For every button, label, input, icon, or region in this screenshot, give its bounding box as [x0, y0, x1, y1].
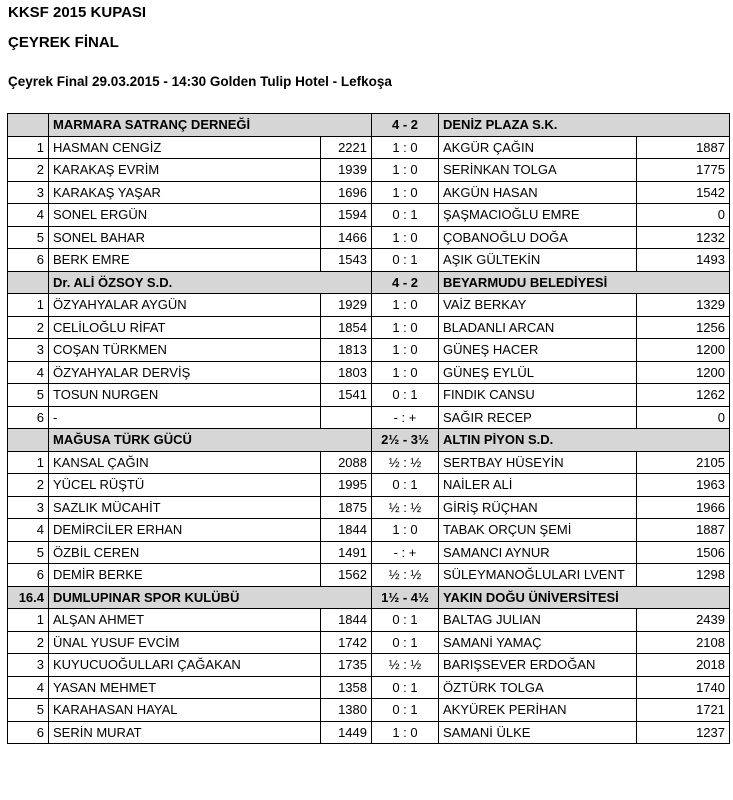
game-result: 1 : 0: [372, 316, 439, 339]
away-rating: 1887: [637, 136, 730, 159]
match-label: [8, 429, 49, 452]
home-player: BERK EMRE: [49, 249, 321, 272]
away-rating: 2105: [637, 451, 730, 474]
board-number: 6: [8, 721, 49, 744]
home-player: HASMAN CENGİZ: [49, 136, 321, 159]
board-number: 3: [8, 339, 49, 362]
game-result: 0 : 1: [372, 676, 439, 699]
board-row: [8, 361, 730, 384]
game-result: 0 : 1: [372, 204, 439, 227]
board-number: 2: [8, 159, 49, 182]
board-row: [8, 384, 730, 407]
board-number: 3: [8, 654, 49, 677]
home-rating: 1995: [321, 474, 372, 497]
home-rating: 1742: [321, 631, 372, 654]
home-team-name: MARMARA SATRANÇ DERNEĞİ: [49, 114, 321, 137]
home-player: CELİLOĞLU RİFAT: [49, 316, 321, 339]
results-table: [7, 113, 730, 744]
board-row: [8, 474, 730, 497]
home-player: ÖZBİL CEREN: [49, 541, 321, 564]
game-result: 1 : 0: [372, 159, 439, 182]
home-rating: 1696: [321, 181, 372, 204]
away-team-name: BEYARMUDU BELEDİYESİ: [439, 271, 637, 294]
away-player: ÇOBANOĞLU DOĞA: [439, 226, 637, 249]
team-spacer: [321, 429, 372, 452]
away-rating: 1493: [637, 249, 730, 272]
home-player: DEMİRCİLER ERHAN: [49, 519, 321, 542]
away-team-name: YAKIN DOĞU ÜNİVERSİTESİ: [439, 586, 637, 609]
event-info: Çeyrek Final 29.03.2015 - 14:30 Golden Tulip Hotel - Lefkoşa: [8, 74, 392, 89]
home-player: SAZLIK MÜCAHİT: [49, 496, 321, 519]
home-rating: 1541: [321, 384, 372, 407]
board-number: 4: [8, 204, 49, 227]
home-rating: 2221: [321, 136, 372, 159]
board-row: [8, 676, 730, 699]
board-number: 1: [8, 451, 49, 474]
match-score: 1½ - 4½: [372, 586, 439, 609]
team-spacer: [637, 429, 730, 452]
away-rating: 1256: [637, 316, 730, 339]
away-player: AKYÜREK PERİHAN: [439, 699, 637, 722]
away-player: SÜLEYMANOĞLULARI LVENT: [439, 564, 637, 587]
board-number: 6: [8, 249, 49, 272]
away-rating: 1506: [637, 541, 730, 564]
game-result: 1 : 0: [372, 226, 439, 249]
home-player: YÜCEL RÜŞTÜ: [49, 474, 321, 497]
game-result: ½ : ½: [372, 496, 439, 519]
away-player: BALTAG JULIAN: [439, 609, 637, 632]
game-result: 0 : 1: [372, 699, 439, 722]
game-result: 0 : 1: [372, 631, 439, 654]
match-header-row: [8, 271, 730, 294]
home-rating: 1844: [321, 519, 372, 542]
away-rating: 1966: [637, 496, 730, 519]
match-label: 16.4: [8, 586, 49, 609]
home-rating: 1929: [321, 294, 372, 317]
home-rating: 2088: [321, 451, 372, 474]
game-result: 1 : 0: [372, 339, 439, 362]
away-rating: 1200: [637, 361, 730, 384]
home-rating: 1491: [321, 541, 372, 564]
home-player: ÖZYAHYALAR DERVİŞ: [49, 361, 321, 384]
game-result: 0 : 1: [372, 249, 439, 272]
board-number: 5: [8, 226, 49, 249]
away-rating: 1298: [637, 564, 730, 587]
home-rating: 1449: [321, 721, 372, 744]
away-rating: 0: [637, 406, 730, 429]
game-result: ½ : ½: [372, 654, 439, 677]
board-number: 3: [8, 496, 49, 519]
board-number: 2: [8, 316, 49, 339]
home-player: -: [49, 406, 321, 429]
game-result: 1 : 0: [372, 294, 439, 317]
board-row: [8, 249, 730, 272]
game-result: 1 : 0: [372, 721, 439, 744]
board-row: [8, 496, 730, 519]
home-player: ALŞAN AHMET: [49, 609, 321, 632]
home-player: COŞAN TÜRKMEN: [49, 339, 321, 362]
home-player: ÜNAL YUSUF EVCİM: [49, 631, 321, 654]
match-label: [8, 114, 49, 137]
team-spacer: [321, 586, 372, 609]
home-team-name: Dr. ALİ ÖZSOY S.D.: [49, 271, 321, 294]
away-rating: 1775: [637, 159, 730, 182]
away-player: SAMANCI AYNUR: [439, 541, 637, 564]
home-player: SONEL ERGÜN: [49, 204, 321, 227]
home-rating: [321, 406, 372, 429]
team-spacer: [321, 271, 372, 294]
home-rating: 1358: [321, 676, 372, 699]
home-player: TOSUN NURGEN: [49, 384, 321, 407]
board-number: 6: [8, 564, 49, 587]
home-rating: 1735: [321, 654, 372, 677]
game-result: 1 : 0: [372, 181, 439, 204]
away-rating: 1232: [637, 226, 730, 249]
board-row: [8, 316, 730, 339]
game-result: 1 : 0: [372, 361, 439, 384]
away-team-name: ALTIN PİYON S.D.: [439, 429, 637, 452]
match-header-row: [8, 429, 730, 452]
home-player: DEMİR BERKE: [49, 564, 321, 587]
team-spacer: [321, 114, 372, 137]
away-rating: 1542: [637, 181, 730, 204]
away-rating: 1262: [637, 384, 730, 407]
home-player: KANSAL ÇAĞIN: [49, 451, 321, 474]
team-spacer: [637, 114, 730, 137]
team-spacer: [637, 271, 730, 294]
game-result: - : +: [372, 406, 439, 429]
away-player: TABAK ORÇUN ŞEMİ: [439, 519, 637, 542]
team-spacer: [637, 586, 730, 609]
away-player: SERİNKAN TOLGA: [439, 159, 637, 182]
home-player: YASAN MEHMET: [49, 676, 321, 699]
board-number: 2: [8, 474, 49, 497]
away-player: ÖZTÜRK TOLGA: [439, 676, 637, 699]
home-rating: 1594: [321, 204, 372, 227]
home-player: KUYUCUOĞULLARI ÇAĞAKAN: [49, 654, 321, 677]
away-player: SAMANİ YAMAÇ: [439, 631, 637, 654]
away-player: AŞIK GÜLTEKİN: [439, 249, 637, 272]
game-result: - : +: [372, 541, 439, 564]
board-row: [8, 136, 730, 159]
board-number: 1: [8, 294, 49, 317]
board-number: 2: [8, 631, 49, 654]
home-player: KARAKAŞ YAŞAR: [49, 181, 321, 204]
game-result: 1 : 0: [372, 136, 439, 159]
away-rating: 1237: [637, 721, 730, 744]
board-number: 4: [8, 676, 49, 699]
match-header-row: [8, 114, 730, 137]
home-player: SERİN MURAT: [49, 721, 321, 744]
home-player: KARAKAŞ EVRİM: [49, 159, 321, 182]
board-row: [8, 519, 730, 542]
home-rating: 1380: [321, 699, 372, 722]
away-rating: 0: [637, 204, 730, 227]
match-score: 2½ - 3½: [372, 429, 439, 452]
board-row: [8, 181, 730, 204]
board-number: 5: [8, 541, 49, 564]
away-rating: 2439: [637, 609, 730, 632]
board-row: [8, 609, 730, 632]
board-row: [8, 226, 730, 249]
home-rating: 1803: [321, 361, 372, 384]
away-player: AKGÜN HASAN: [439, 181, 637, 204]
board-row: [8, 721, 730, 744]
away-rating: 1200: [637, 339, 730, 362]
home-rating: 1543: [321, 249, 372, 272]
home-player: ÖZYAHYALAR AYGÜN: [49, 294, 321, 317]
home-rating: 1854: [321, 316, 372, 339]
board-number: 3: [8, 181, 49, 204]
home-rating: 1939: [321, 159, 372, 182]
board-number: 5: [8, 699, 49, 722]
board-number: 4: [8, 519, 49, 542]
board-row: [8, 339, 730, 362]
board-row: [8, 654, 730, 677]
game-result: ½ : ½: [372, 451, 439, 474]
board-row: [8, 159, 730, 182]
away-player: AKGÜR ÇAĞIN: [439, 136, 637, 159]
board-row: [8, 451, 730, 474]
board-row: [8, 631, 730, 654]
home-rating: 1466: [321, 226, 372, 249]
home-player: SONEL BAHAR: [49, 226, 321, 249]
home-team-name: MAĞUSA TÜRK GÜCÜ: [49, 429, 321, 452]
away-player: SERTBAY HÜSEYİN: [439, 451, 637, 474]
results-body: [8, 114, 730, 744]
away-player: SAĞIR RECEP: [439, 406, 637, 429]
home-rating: 1875: [321, 496, 372, 519]
board-number: 1: [8, 609, 49, 632]
board-row: [8, 541, 730, 564]
match-score: 4 - 2: [372, 114, 439, 137]
away-player: BLADANLI ARCAN: [439, 316, 637, 339]
page-title: KKSF 2015 KUPASI: [8, 4, 147, 21]
away-player: GÜNEŞ HACER: [439, 339, 637, 362]
away-rating: 1963: [637, 474, 730, 497]
game-result: 1 : 0: [372, 519, 439, 542]
away-player: GÜNEŞ EYLÜL: [439, 361, 637, 384]
board-number: 6: [8, 406, 49, 429]
board-number: 5: [8, 384, 49, 407]
away-player: SAMANİ ÜLKE: [439, 721, 637, 744]
away-player: NAİLER ALİ: [439, 474, 637, 497]
board-row: [8, 699, 730, 722]
game-result: ½ : ½: [372, 564, 439, 587]
home-player: KARAHASAN HAYAL: [49, 699, 321, 722]
home-rating: 1844: [321, 609, 372, 632]
away-player: ŞAŞMACIOĞLU EMRE: [439, 204, 637, 227]
board-row: [8, 564, 730, 587]
home-team-name: DUMLUPINAR SPOR KULÜBÜ: [49, 586, 321, 609]
home-rating: 1562: [321, 564, 372, 587]
away-player: GİRİŞ RÜÇHAN: [439, 496, 637, 519]
board-number: 1: [8, 136, 49, 159]
board-number: 4: [8, 361, 49, 384]
away-rating: 2018: [637, 654, 730, 677]
board-row: [8, 204, 730, 227]
board-row: [8, 406, 730, 429]
away-player: VAİZ BERKAY: [439, 294, 637, 317]
board-row: [8, 294, 730, 317]
away-rating: 1721: [637, 699, 730, 722]
match-score: 4 - 2: [372, 271, 439, 294]
away-player: BARIŞSEVER ERDOĞAN: [439, 654, 637, 677]
page-subtitle-stage: ÇEYREK FİNAL: [8, 34, 119, 51]
away-player: FINDIK CANSU: [439, 384, 637, 407]
away-rating: 2108: [637, 631, 730, 654]
away-team-name: DENİZ PLAZA S.K.: [439, 114, 637, 137]
game-result: 0 : 1: [372, 384, 439, 407]
match-header-row: [8, 586, 730, 609]
home-rating: 1813: [321, 339, 372, 362]
match-label: [8, 271, 49, 294]
game-result: 0 : 1: [372, 474, 439, 497]
away-rating: 1329: [637, 294, 730, 317]
away-rating: 1740: [637, 676, 730, 699]
game-result: 0 : 1: [372, 609, 439, 632]
away-rating: 1887: [637, 519, 730, 542]
